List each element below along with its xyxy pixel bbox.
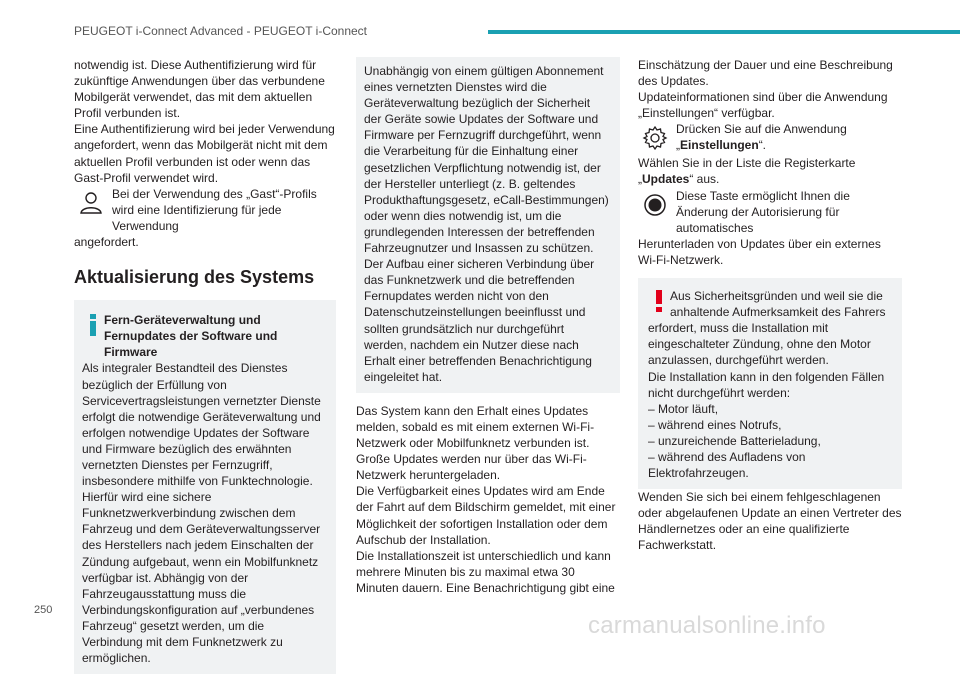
- auto-download-text: Diese Taste ermöglicht Ihnen die Änderung der Autorisierung für automatisches: [676, 188, 850, 235]
- page-number: 250: [34, 604, 53, 616]
- list-item: – unzureichende Batterieladung,: [648, 433, 821, 448]
- paragraph: Einschätzung der Dauer und eine Beschreibung des Updates.: [638, 58, 893, 89]
- column-middle: [356, 57, 620, 596]
- tab-instruction: [638, 155, 902, 187]
- info-icon: [82, 312, 104, 336]
- watermark: carmanualsonline.info: [588, 612, 826, 639]
- paragraph: Die Installation kann in den folgenden Fällen nicht durchgeführt werden:: [648, 369, 885, 400]
- paragraph: Unabhängig von einem gültigen Abonnement eines vernetzten Dienstes wird die Geräteverwaltung bezüglich der Sicherheit der Geräte sowie Updates der Software und Firmware per Fernzugriff durchgeführt, wenn die Verarbeitung für die Einhaltung einer gesetzlichen Verpflichtung notwendig ist, der der Hersteller unterliegt (z. B. geltendes Produkthaftungsgesetz, eCall-Bestimmungen) oder wenn dies notwendig ist, um die grundlegenden Interessen der betreffenden Fahrzeugnutzer und Insassen zu schützen.: [364, 64, 609, 256]
- settings-gear-icon: [638, 121, 672, 155]
- list-item: – während des Aufladens von Elektrofahrzeugen.: [648, 449, 806, 481]
- settings-instruction-text: [676, 121, 902, 153]
- text-fragment: Wählen Sie in der Liste die Registerkarte „: [638, 156, 856, 187]
- paragraph: notwendig ist. Diese Authentifizierung wird für zukünftige Anwendungen über das verbundene Mobilgerät verwendet, das mit dem aktuellen Profil verbunden ist.: [74, 58, 325, 121]
- text-fragment: “ aus.: [689, 172, 720, 187]
- text-fragment: “.: [758, 138, 767, 153]
- warning-box: [638, 278, 902, 489]
- paragraph: Das System kann den Erhalt eines Updates melden, sobald es mit einem externen Wi-Fi-Netzwerk oder Mobilfunknetz verbunden ist.: [356, 403, 595, 451]
- column-right: [638, 57, 902, 554]
- header-accent-bar: [488, 30, 960, 34]
- page-header-title: PEUGEOT i-Connect Advanced - PEUGEOT i-Connect: [74, 24, 368, 38]
- info-box-title: Fern-Geräteverwaltung und Fernupdates der Software und Firmware: [104, 313, 278, 360]
- paragraph: Große Updates werden nur über das Wi-Fi-Netzwerk heruntergeladen.: [356, 452, 587, 483]
- paragraph: Die Verfügbarkeit eines Updates wird am Ende der Fahrt auf dem Bildschirm gemeldet, mit einer Möglichkeit der sofortigen Installation oder dem Aufschub der Installation.: [356, 484, 616, 547]
- settings-app-name: Einstellungen: [680, 138, 759, 153]
- paragraph: Hierfür wird eine sichere Funknetzwerkverbindung zwischen dem Fahrzeug und dem Geräteverwaltungsserver des Herstellers nach jedem Einschalten der Zündung aufgebaut, wenn ein Mobilfunknetz verfügbar ist. Abhängig von der Fahrzeugausstattung muss die Verbindungskonfiguration auf „verbundenes Fahrzeug“ gesetzt werden, um die Verbindung mit dem Funknetzwerk zu ermöglichen.: [82, 490, 321, 666]
- list-item: – während eines Notrufs,: [648, 417, 782, 432]
- guest-profile-text: Bei der Verwendung des „Gast“-Profils wird eine Identifizierung für jede Verwendung: [112, 186, 317, 233]
- paragraph: Als integraler Bestandteil des Dienstes bezüglich der Erfüllung von Servicevertragsleistungen vernetzter Dienste erfolgt die notwendige Geräteverwaltung und erfolgen notwendige Updates der Software und Firmware bezüglich des erwähnten vernetzten Dienstes per Fernzugriff, insbesondere mithilfe von Funktechnologie.: [82, 361, 321, 489]
- radio-toggle-icon: [638, 188, 672, 222]
- paragraph: Updateinformationen sind über die Anwendung „Einstellungen“ verfügbar.: [638, 90, 888, 121]
- column-left: [74, 57, 336, 674]
- paragraph: Der Aufbau einer sicheren Verbindung über das Funknetzwerk und die betreffenden Fernupdates werden nicht von den Datenschutzeinstellungen beeinflusst und sollten grundsätzlich nur durchgeführt werden, nachdem ein Nutzer diese nach Erhalt einer betreffenden Benachrichtigung eingeleitet hat.: [364, 257, 595, 384]
- info-box-continued: [356, 57, 620, 393]
- paragraph: erfordert, muss die Installation mit eingeschalteter Zündung, ohne den Motor anzulassen, durchgeführt werden.: [648, 321, 871, 368]
- settings-instruction: [638, 121, 902, 155]
- warning-first-line: Aus Sicherheitsgründen und weil sie die anhaltende Aufmerksamkeit des Fahrers: [670, 289, 886, 320]
- update-description: [356, 403, 620, 596]
- paragraph: Die Installationszeit ist unterschiedlich und kann mehrere Minuten bis zu maximal etwa 30 Minuten dauern. Eine Benachrichtigung gibt eine: [356, 548, 615, 595]
- list-item: – Motor läuft,: [648, 401, 719, 416]
- warning-icon: [648, 288, 670, 312]
- auto-download-note: [638, 188, 902, 236]
- info-box: [74, 300, 336, 674]
- section-title: Aktualisierung des Systems: [74, 267, 315, 288]
- guest-profile-note: [74, 186, 336, 234]
- paragraph: Herunterladen von Updates über ein externes Wi-Fi-Netzwerk.: [638, 236, 881, 267]
- guest-profile-icon: [74, 186, 108, 220]
- paragraph: Wenden Sie sich bei einem fehlgeschlagenen oder abgelaufenen Update an einen Vertreter des Händlernetzes oder an eine qualifizierte Fachwerkstatt.: [638, 490, 902, 553]
- paragraph: Eine Authentifizierung wird bei jeder Verwendung angefordert, wenn das Mobilgerät nicht mit dem aktuellen Profil verbunden ist oder wenn das Gast-Profil verwendet wird.: [74, 122, 335, 185]
- warning-box-header: [648, 288, 892, 320]
- text-fragment: Drücken Sie auf die Anwendung „: [676, 122, 847, 153]
- conditions-list: [648, 401, 892, 481]
- updates-tab-name: Updates: [642, 172, 690, 187]
- paragraph: angefordert.: [74, 235, 139, 250]
- info-box-header: [82, 312, 326, 360]
